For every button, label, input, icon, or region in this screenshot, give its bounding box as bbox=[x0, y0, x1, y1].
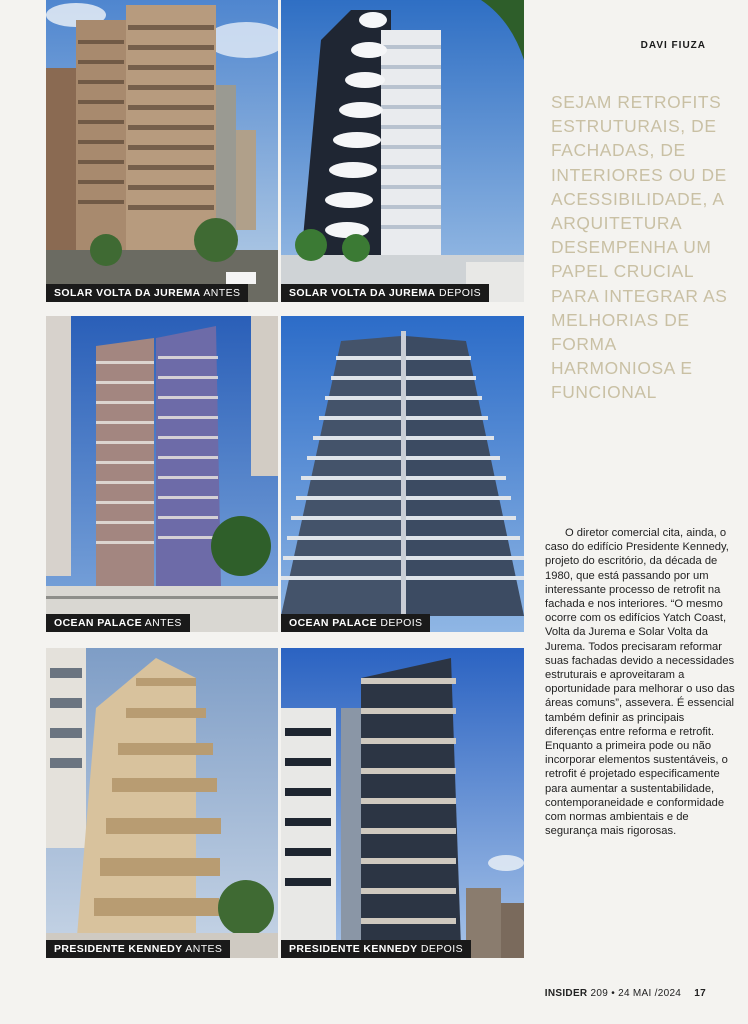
photo-caption: PRESIDENTE KENNEDY ANTES bbox=[46, 940, 230, 958]
photo-caption: OCEAN PALACE DEPOIS bbox=[281, 614, 430, 632]
author-name: DAVI FIUZA bbox=[640, 40, 706, 51]
photo-ocean-palace-antes bbox=[46, 316, 278, 632]
photo-presidente-kennedy-depois bbox=[281, 648, 524, 958]
photo-presidente-kennedy-antes bbox=[46, 648, 278, 958]
photo-caption: SOLAR VOLTA DA JUREMA ANTES bbox=[46, 284, 248, 302]
article-body: O diretor comercial cita, ainda, o caso do edifício Presidente Kennedy, projeto do escritório, da década de 1980, que está passando por um interessante processo de retrofit na fachada e nos interiores. “O mesmo ocorre com os edifícios Yatch Coast, Volta da Jurema e Solar Volta da Jurema. Todos precisaram reformar suas fachadas devido a necessidades estruturais e aproveitaram a oportunidade para melhorar o uso das áreas comuns”, assevera. É essencial também definir as principais diferenças entre reforma e retrofit. Enquanto a primeira pode ou não incorporar elementos sustentáveis, o retrofit é projetado especificamente para aumentar a sustentabilidade, contemporaneidade e conformidade com normas ambientais e de segurança mais rigorosas. bbox=[545, 527, 735, 838]
page-number: 17 bbox=[694, 988, 706, 999]
photo-caption: OCEAN PALACE ANTES bbox=[46, 614, 190, 632]
page-footer bbox=[545, 988, 706, 999]
page-margin bbox=[0, 0, 46, 1024]
photo-ocean-palace-depois bbox=[281, 316, 524, 632]
photo-caption: PRESIDENTE KENNEDY DEPOIS bbox=[281, 940, 471, 958]
magazine-name: INSIDER bbox=[544, 988, 588, 999]
pull-quote: SEJAM RETROFITS ESTRUTURAIS, DE FACHADAS, DE INTERIORES OU DE ACESSIBILIDADE, A ARQUITETURA DESEMPENHA UM PAPEL CRUCIAL PARA INTEGRAR AS MELHORIAS DE FORMA HARMONIOSA E FUNCIONAL bbox=[551, 92, 728, 403]
photo-caption: SOLAR VOLTA DA JUREMA DEPOIS bbox=[281, 284, 489, 302]
photo-solar-volta-da-jurema-depois bbox=[281, 0, 524, 302]
issue-info: 209 • 24 MAI /2024 bbox=[590, 988, 682, 999]
photo-solar-volta-da-jurema-antes bbox=[46, 0, 278, 302]
